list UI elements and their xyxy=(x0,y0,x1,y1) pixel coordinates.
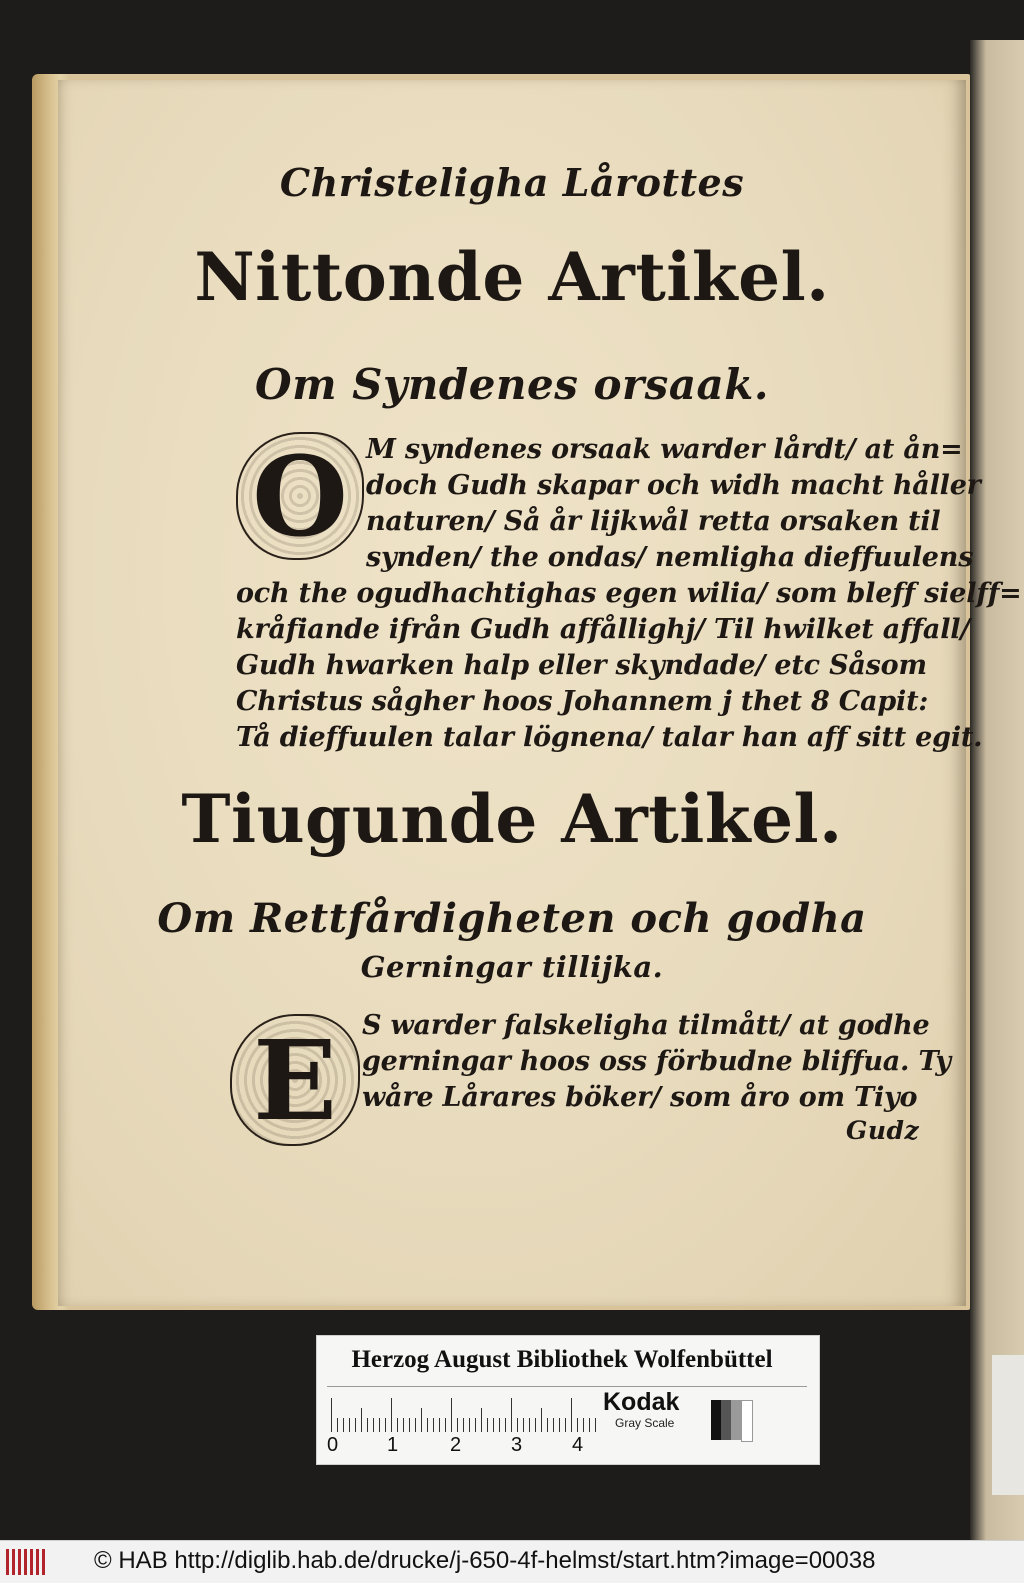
ruler-tick xyxy=(427,1418,428,1432)
ruler-tick xyxy=(367,1418,368,1432)
ruler-tick xyxy=(511,1398,512,1432)
ruler-tick xyxy=(361,1408,362,1432)
article-19-subheading: Om Syndenes orsaak. xyxy=(255,360,769,409)
ruler-tick xyxy=(457,1418,458,1432)
ruler-tick xyxy=(547,1418,548,1432)
ruler-number-0: 0 xyxy=(327,1434,339,1456)
ruler-tick xyxy=(385,1418,386,1432)
ruler-tick xyxy=(553,1418,554,1432)
ruler-tick xyxy=(517,1418,518,1432)
kodak-logo: Kodak xyxy=(603,1388,680,1416)
card-divider xyxy=(327,1386,807,1387)
ruler-tick xyxy=(589,1418,590,1432)
paragraph1-line-7: Gudh hwarken halp eller skyndade/ etc Såsom xyxy=(236,650,927,681)
color-calibration-card xyxy=(316,1335,820,1465)
ruler-tick xyxy=(331,1398,332,1432)
gray-swatch-mid xyxy=(731,1400,741,1440)
ruler-tick xyxy=(487,1418,488,1432)
catchword: Gudz xyxy=(846,1116,920,1145)
facing-page-label xyxy=(992,1355,1024,1495)
paragraph1-line-6: kråfiande ifrån Gudh affållighj/ Til hwilket affall/ xyxy=(236,614,970,645)
viewer-footer xyxy=(0,1540,1024,1583)
ruler-tick xyxy=(409,1418,410,1432)
ruler-tick xyxy=(463,1418,464,1432)
article-20-subheading: Om Rettfårdigheten och godha xyxy=(157,895,867,942)
paragraph1-line-3: naturen/ Så år lijkwål retta orsaken til xyxy=(366,506,941,537)
ruler-tick xyxy=(505,1418,506,1432)
ruler-tick xyxy=(421,1408,422,1432)
ruler-tick xyxy=(355,1418,356,1432)
ruler-tick xyxy=(391,1398,392,1432)
ruler-number-3: 3 xyxy=(511,1434,523,1456)
decorated-initial-e: E xyxy=(230,1014,360,1146)
ruler-tick xyxy=(451,1398,452,1432)
hab-logo-icon xyxy=(6,1549,46,1575)
ruler-tick xyxy=(373,1418,374,1432)
article-20-subheading-2: Gerningar tillijka. xyxy=(360,950,664,984)
gray-swatch-dark xyxy=(721,1400,731,1440)
ruler-tick xyxy=(469,1418,470,1432)
ruler-tick xyxy=(529,1418,530,1432)
ruler-tick xyxy=(379,1418,380,1432)
gray-swatch-white xyxy=(741,1400,753,1442)
ruler-tick xyxy=(439,1418,440,1432)
paragraph2-line-2: gerningar hoos oss förbudne bliffua. Ty xyxy=(362,1046,951,1077)
paragraph2-line-1: S warder falskeligha tilmått/ at godhe xyxy=(362,1010,930,1041)
ruler-tick xyxy=(415,1418,416,1432)
ruler-tick xyxy=(445,1418,446,1432)
ruler-tick xyxy=(343,1418,344,1432)
ruler-tick xyxy=(481,1408,482,1432)
ruler-tick xyxy=(499,1418,500,1432)
ruler-tick xyxy=(337,1418,338,1432)
gray-scale-label: Gray Scale xyxy=(615,1416,675,1430)
gray-swatch-black xyxy=(711,1400,721,1440)
ruler-tick xyxy=(595,1418,596,1432)
ruler-tick xyxy=(535,1418,536,1432)
ruler-number-4: 4 xyxy=(572,1434,584,1456)
ruler-tick xyxy=(571,1398,572,1432)
ruler-tick xyxy=(565,1418,566,1432)
ruler-tick xyxy=(541,1408,542,1432)
ruler-tick xyxy=(493,1418,494,1432)
ruler-tick xyxy=(523,1418,524,1432)
paragraph1-line-2: doch Gudh skapar och widh macht håller xyxy=(366,470,981,501)
article-20-heading: Tiugunde Artikel. xyxy=(181,780,843,858)
copyright-url[interactable]: © HAB http://diglib.hab.de/drucke/j-650-4f-helmst/start.htm?image=00038 xyxy=(94,1547,876,1574)
ruler-tick xyxy=(403,1418,404,1432)
ruler-tick xyxy=(433,1418,434,1432)
decorated-initial-o: O xyxy=(236,432,364,560)
paragraph1-line-1: M syndenes orsaak warder lårdt/ at ån= xyxy=(366,434,963,465)
card-title: Herzog August Bibliothek Wolfenbüttel xyxy=(351,1346,773,1373)
article-19-heading: Nittonde Artikel. xyxy=(194,238,830,316)
paragraph1-line-4: synden/ the ondas/ nemligha dieffuulens xyxy=(366,542,974,573)
ruler-tick xyxy=(577,1418,578,1432)
centimeter-ruler xyxy=(331,1396,599,1432)
ruler-tick xyxy=(475,1418,476,1432)
paragraph1-line-9: Tå dieffuulen talar lögnena/ talar han aff sitt egit. xyxy=(236,722,983,753)
paragraph1-line-8: Christus sågher hoos Johannem j thet 8 Capit: xyxy=(236,686,929,717)
paragraph2-line-3: wåre Lårares böker/ som åro om Tiyo xyxy=(362,1082,918,1113)
ruler-tick xyxy=(349,1418,350,1432)
ruler-number-2: 2 xyxy=(450,1434,462,1456)
running-heading: Christeligha Lårottes xyxy=(279,160,745,205)
ruler-tick xyxy=(583,1418,584,1432)
ruler-tick xyxy=(397,1418,398,1432)
paragraph1-line-5: och the ogudhachtighas egen wilia/ som bleff sielff= xyxy=(236,578,1022,609)
ruler-number-1: 1 xyxy=(387,1434,399,1456)
ruler-tick xyxy=(559,1418,560,1432)
